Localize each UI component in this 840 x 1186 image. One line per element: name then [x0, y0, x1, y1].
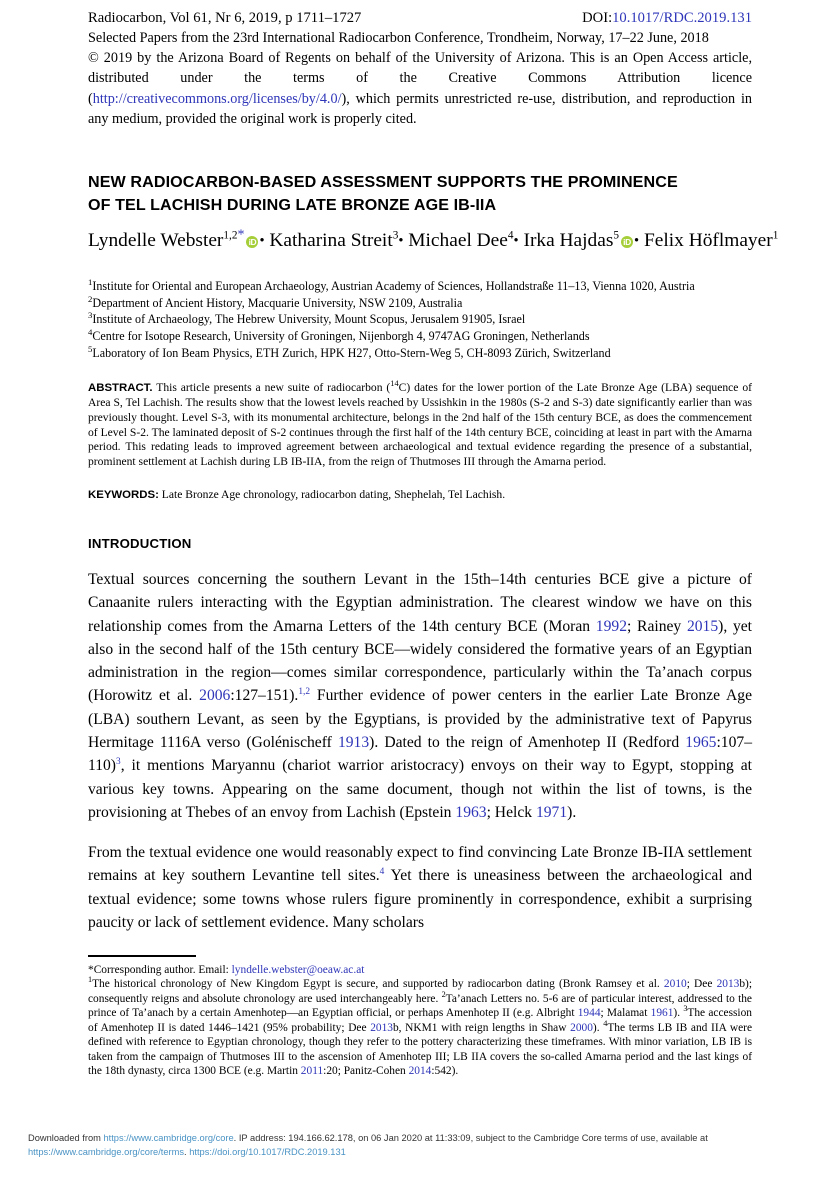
footer-prefix: Downloaded from: [28, 1133, 104, 1143]
copyright-line-2: article, distributed under the terms of the Creative Commons Attribution licence (: [88, 50, 752, 107]
author-separator: •: [259, 233, 265, 250]
citation-helck-1971[interactable]: 1971: [535, 803, 568, 821]
doi-link[interactable]: 10.1017/RDC.2019.131: [612, 10, 752, 26]
footnote-3-text-c: ).: [592, 1021, 600, 1034]
footnote-number-2: 2: [441, 989, 446, 999]
section-heading-introduction: INTRODUCTION: [88, 535, 192, 551]
footnote-number-3: 3: [683, 1004, 688, 1014]
affiliation-item: [88, 328, 752, 345]
article-title: [88, 171, 752, 216]
licence-link-part-1[interactable]: http://creativecommons.: [92, 90, 231, 107]
footnote-1-text-b: ; Dee: [686, 978, 717, 991]
paper-content: [88, 8, 779, 1079]
conference-line: Selected Papers from the 23rd International Radiocarbon Conference, Trondheim, Norway, 17–22 June, 2018: [88, 30, 709, 46]
abstract-text-part-2: C) dates for the lower portion of the Late Bronze Age (LBA) sequence of Area S, Tel Lachish. The results show that the lowest levels reached by Ussishkin in the 1980s (S-2 and S-3) date significantly earlier than was previously thought. Level S-3, with its monumental architecture, belongs in the 2nd half of the 15th century BCE, as does the commencement of Level S-2. The laminated deposit of S-2 continues through the first half of the 14th century BCE, coinciding at least in part with the Amarna period. This redating leads to improved agreement between archaeological and textual evidence regarding the presence of a substantial, prominent settlement at Lachish during LB IB-IIA, from the reign of Thutmoses III through the Amarna period.: [88, 381, 752, 469]
author-entry: [644, 230, 778, 251]
orcid-icon[interactable]: iD: [621, 236, 633, 248]
author-affil-marker: 1,2: [223, 229, 238, 242]
par1-s1: Textual sources concerning the southern Levant in the 15th–14th centuries BCE give a picture of Canaanite rulers interacting with the Egyptian administration. The clearest window we have on this relationship comes from the Amarna Letters of the 14th century BCE (Moran: [88, 570, 752, 635]
doi-footer-link[interactable]: https://doi.org/10.1017/RDC.2019.131: [189, 1146, 346, 1157]
citation-redford-1965[interactable]: 1965: [685, 734, 717, 751]
affiliation-marker: 2: [88, 293, 93, 304]
citation-shaw-2000[interactable]: 2000: [570, 1021, 593, 1034]
licence-link-part-2[interactable]: org/licenses/by/4.0/: [230, 90, 342, 107]
cambridge-terms-link[interactable]: https://www.cambridge.org/core/terms: [28, 1146, 185, 1157]
author-separator: •: [634, 233, 640, 250]
affiliation-text: Laboratory of Ion Beam Physics, ETH Zurich, HPK H27, Otto-Stern-Weg 5, CH-8093 Zürich, Switzerland: [92, 345, 611, 360]
abstract-text-part-1: This article presents a new suite of radiocarbon (: [152, 381, 391, 395]
affiliation-item: [88, 295, 752, 312]
author-affil-marker: 5: [613, 229, 620, 242]
footer-ip-info: . IP address: 194.166.62.178, on 06 Jan 2020 at 11:33:09, subject to the Cambridge Core terms of use, available at: [233, 1133, 708, 1143]
corresponding-prefix: *Corresponding author. Email:: [88, 963, 232, 976]
footnote-2-text-b: ; Malamat: [600, 1007, 651, 1020]
par1-s4: :127–151).: [230, 687, 299, 705]
author-name: Lyndelle Webster: [88, 230, 224, 252]
footnote-3-text-a: The accession of Amenhotep II is dated 1446–1421 (95% probability; Dee: [88, 1007, 752, 1034]
citation-malamat-1961[interactable]: 1961: [650, 1007, 674, 1020]
copyright-line-4: provided the original work is properly cited.: [165, 110, 417, 127]
par2-s2: Yet there is uneasiness between the archaeological and textual evidence; some towns whose rulers figure prominently in correspondence, exhibit a surprising paucity or lack of settlement evidence. Many scholars: [88, 867, 753, 932]
citation-dee-2013b[interactable]: 2013: [716, 978, 740, 991]
author-name: Michael Dee: [408, 230, 508, 252]
footnote-4-text-a: The terms LB IB and IIA were defined with reference to Egyptian chronology, though they refer to the pottery characterizing these timeframes. With minor variation, LB IB is taken from the campaign of Thutmoses III to the ascension of Amenhotep III; LB IIA covers the so-called Amarna period and the last kings of the 18th dynasty, circa 1300 BCE (e.g. Martin: [88, 1021, 752, 1078]
intro-paragraph-2: [88, 841, 752, 934]
author-affil-marker: 1: [772, 229, 779, 242]
citation-martin-2011[interactable]: 2011: [300, 1065, 324, 1078]
carbon-14-superscript: 14: [390, 379, 399, 389]
citation-panitz-cohen-2014[interactable]: 2014: [408, 1065, 432, 1078]
author-name: Irka Hajdas: [523, 230, 614, 252]
par1-s2: ; Rainey: [626, 617, 687, 635]
affiliation-text: Department of Ancient History, Macquarie University, NSW 2109, Australia: [92, 295, 463, 310]
footnote-number-1: 1: [88, 975, 93, 985]
citation-dee-2013b-fn3[interactable]: 2013: [370, 1021, 393, 1034]
footnote-marker-3[interactable]: 3: [116, 757, 121, 768]
footnote-1-text-a: The historical chronology of New Kingdom Egypt is secure, and supported by radiocarbon dating (Bronk Ramsey et al.: [92, 978, 664, 991]
affiliation-list: [88, 278, 752, 361]
journal-header: [88, 8, 752, 28]
affiliation-item: [88, 278, 752, 295]
affiliation-marker: 5: [88, 343, 93, 354]
footnote-2-text-c: ).: [673, 1007, 681, 1020]
author-list: [88, 227, 779, 254]
author-separator: •: [513, 233, 519, 250]
affiliation-text: Centre for Isotope Research, University of Groningen, Nijenborgh 4, 9747AG Groningen, Netherlands: [92, 328, 590, 343]
footnote-2-text-a: Ta’anach Letters no. 5-6 are of particular interest, addressed to the prince of Ta’anach by a certain Amenhotep—an Egyptian official, or perhaps Amenhotep II (e.g. Albright: [88, 992, 752, 1020]
author-entry: [88, 227, 259, 252]
corresponding-email-link[interactable]: lyndelle.webster@oeaw.ac.at: [231, 963, 365, 976]
doi-line: [582, 8, 752, 28]
citation-moran-1992[interactable]: 1992: [595, 617, 627, 635]
copyright-block: [88, 48, 752, 129]
copyright-line-3: ), which permits unrestricted re-use, distribution, and reproduction in any medium,: [88, 90, 752, 127]
par1-s5: Further evidence of power centers in the earlier Late Bronze Age (LBA) southern Levant, as seen by the Egyptians, is provided by the administrative text of Papyrus Hermitage 1116A verso (Golénischeff: [88, 687, 752, 751]
affiliation-text: Institute for Oriental and European Archaeology, Austrian Academy of Sciences, Hollandstraße 11–13, Vienna 1020, Austria: [92, 279, 695, 294]
affiliation-marker: 1: [88, 277, 93, 288]
footnote-marker-1-2[interactable]: 1,2: [298, 687, 311, 698]
footer-separator: .: [184, 1146, 190, 1157]
citation-bronk-ramsey-2010[interactable]: 2010: [663, 978, 687, 991]
author-name: Felix Höflmayer: [643, 230, 773, 252]
conference-note: [88, 28, 752, 48]
author-affil-marker: 4: [507, 229, 514, 242]
affiliation-marker: 3: [88, 310, 93, 321]
abstract-block: [88, 381, 752, 470]
footnote-4-text-c: :542).: [431, 1065, 459, 1078]
affiliation-marker: 4: [88, 326, 93, 337]
keywords-label: KEYWORDS:: [88, 488, 159, 501]
citation-horowitz-2006[interactable]: 2006: [199, 687, 231, 705]
title-line-1: NEW RADIOCARBON-BASED ASSESSMENT SUPPORTS THE PROMINENCE: [88, 173, 678, 192]
footnote-3-text-b: b, NKM1 with reign lengths in Shaw: [392, 1021, 571, 1034]
par1-s7: :107–110): [88, 734, 752, 775]
par2-s1: From the textual evidence one would reasonably expect to find convincing Late Bronze IB-IIA settlement remains at key southern Levantine tell sites.: [88, 844, 752, 885]
footnote-number-4: 4: [603, 1018, 608, 1028]
author-entry: [408, 230, 513, 251]
par1-s3: ), yet also in the second half of the 15th century BCE—widely considered the formative years of an Egyptian administration in the region—comes similar correspondence, particularly within the Ta’anach corpus (Horowitz et al.: [88, 617, 752, 705]
author-name: Katharina Streit: [269, 230, 393, 252]
keywords-block: [88, 487, 752, 503]
par1-s9: ; Helck: [486, 803, 536, 821]
author-entry: [269, 230, 398, 251]
abstract-label: ABSTRACT.: [88, 382, 153, 395]
keywords-text: Late Bronze Age chronology, radiocarbon dating, Shephelah, Tel Lachish.: [158, 487, 506, 501]
citation-golenischeff-1913[interactable]: 1913: [337, 734, 370, 751]
footnote-corresponding-author: [88, 963, 752, 978]
author-affil-marker: 3: [392, 229, 399, 242]
citation-rainey-2015[interactable]: 2015: [686, 617, 719, 635]
affiliation-item: [88, 345, 752, 362]
par1-s8: , it mentions Maryannu (chariot warrior aristocracy) envoys on their way to Egypt, stopping at various key towns. Appearing on the same document, though not within the list of towns, is the provisioning at Thebes of an envoy from Lachish (Epstein: [88, 757, 752, 821]
journal-citation: Radiocarbon, Vol 61, Nr 6, 2019, p 1711–1727: [88, 10, 362, 26]
footnote-separator-rule: [88, 955, 196, 956]
affiliation-item: [88, 311, 752, 328]
par1-s10: ).: [567, 803, 577, 821]
title-line-2: OF TEL LACHISH DURING LATE BRONZE AGE IB-IIA: [88, 195, 497, 214]
par1-s6: ). Dated to the reign of Amenhotep II (Redford: [369, 734, 686, 751]
citation-albright-1944[interactable]: 1944: [577, 1007, 601, 1020]
copyright-line-1: © 2019 by the Arizona Board of Regents on behalf of the University of Arizona. This is an Open Access: [88, 50, 708, 67]
cambridge-core-link[interactable]: https://www.cambridge.org/core: [103, 1133, 234, 1143]
orcid-icon[interactable]: iD: [246, 236, 258, 248]
author-separator: •: [398, 233, 404, 250]
footnote-marker-4[interactable]: 4: [379, 867, 385, 878]
intro-paragraph-1: [88, 568, 752, 824]
download-footer: [28, 1132, 818, 1159]
affiliation-text: Institute of Archaeology, The Hebrew University, Mount Scopus, Jerusalem 91905, Israel: [92, 312, 526, 327]
footnote-1-text-c: b); consequently reigns and absolute chronology are used interchangeably here.: [88, 978, 752, 1005]
doi-label: DOI:: [582, 10, 613, 26]
corresponding-author-marker: *: [237, 227, 245, 243]
footnote-4-text-b: :20; Panitz-Cohen: [323, 1065, 409, 1078]
footnotes-block: [88, 963, 752, 1079]
citation-epstein-1963[interactable]: 1963: [455, 803, 487, 821]
author-entry: [523, 230, 634, 251]
